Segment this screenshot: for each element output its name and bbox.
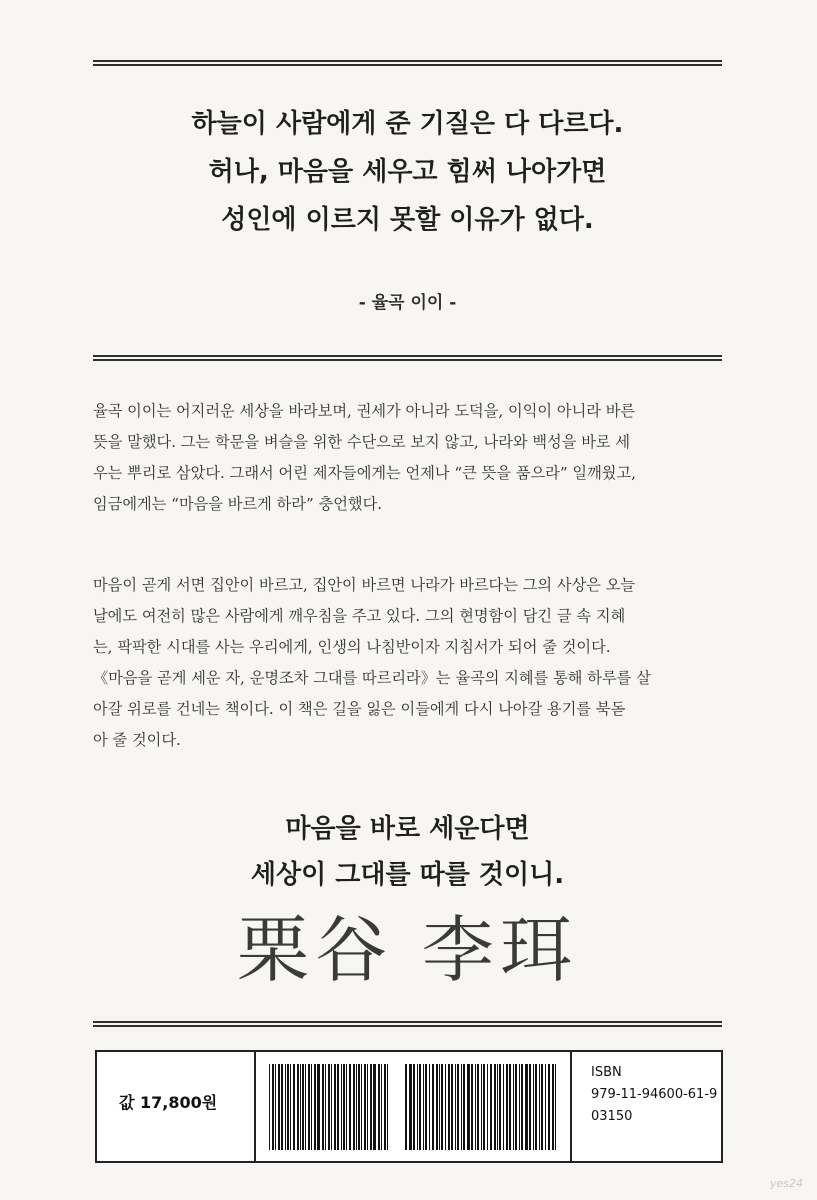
closing-tagline (93, 806, 722, 898)
quote-line: 성인에 이르지 못할 이유가 없다. (221, 205, 594, 235)
quote-line: 하늘이 사람에게 준 기질은 다 다르다. (191, 109, 624, 139)
bottom-double-rule (93, 1021, 722, 1027)
isbn-label: ISBN (591, 1065, 622, 1080)
paragraph-line: 아 줄 것이다. (93, 731, 181, 749)
quote-attribution: - 율곡 이이 - (358, 293, 457, 313)
top-double-rule (93, 60, 722, 66)
paragraph-line: 마음이 곧게 서면 집안이 바르고, 집안이 바르면 나라가 바르다는 그의 사상은 오늘 (93, 576, 636, 594)
price-label: 값 17,800원 (119, 1093, 218, 1112)
epigraph-quote (93, 100, 722, 244)
addon-barcode (405, 1064, 557, 1150)
description-paragraph-2 (93, 570, 724, 756)
paragraph-line: 임금에게는 “마음을 바르게 하라” 충언했다. (93, 495, 383, 513)
barcode-box (95, 1050, 723, 1163)
middle-double-rule (93, 355, 722, 361)
paragraph-line: 아갈 위로를 건네는 책이다. 이 책은 길을 잃은 이들에게 다시 나아갈 용기를 북돋 (93, 700, 626, 718)
description-paragraph-1 (93, 396, 724, 520)
paragraph-line: 《마음을 곧게 세운 자, 운명조차 그대를 따르리라》는 율곡의 지혜를 통해 하루를 살 (93, 669, 651, 687)
watermark-logo: yes24 (769, 1177, 803, 1190)
paragraph-line: 날에도 여전히 많은 사람에게 깨우침을 주고 있다. 그의 현명함이 담긴 글 속 지혜 (93, 607, 626, 625)
paragraph-line: 율곡 이이는 어지러운 세상을 바라보며, 권세가 아니라 도덕을, 이익이 아니라 바른 (93, 402, 636, 420)
box-divider (254, 1052, 256, 1161)
isbn-block (591, 1062, 717, 1128)
box-divider (570, 1052, 572, 1161)
isbn-addon-code: 03150 (591, 1109, 633, 1124)
quote-line: 허나, 마음을 세우고 힘써 나아가면 (208, 157, 607, 187)
tagline-line: 마음을 바로 세운다면 (285, 814, 530, 844)
isbn-number: 979-11-94600-61-9 (591, 1087, 718, 1102)
calligraphy-name: 栗谷 李珥 (237, 908, 578, 992)
paragraph-line: 는, 팍팍한 시대를 사는 우리에게, 인생의 나침반이자 지침서가 되어 줄 것이다. (93, 638, 611, 656)
paragraph-line: 우는 뿌리로 삼았다. 그래서 어린 제자들에게는 언제나 “큰 뜻을 품으라” 일깨웠고, (93, 464, 636, 482)
tagline-line: 세상이 그대를 따를 것이니. (250, 860, 565, 890)
paragraph-line: 뜻을 말했다. 그는 학문을 벼슬을 위한 수단으로 보지 않고, 나라와 백성을 바로 세 (93, 433, 631, 451)
isbn-barcode (269, 1064, 389, 1150)
